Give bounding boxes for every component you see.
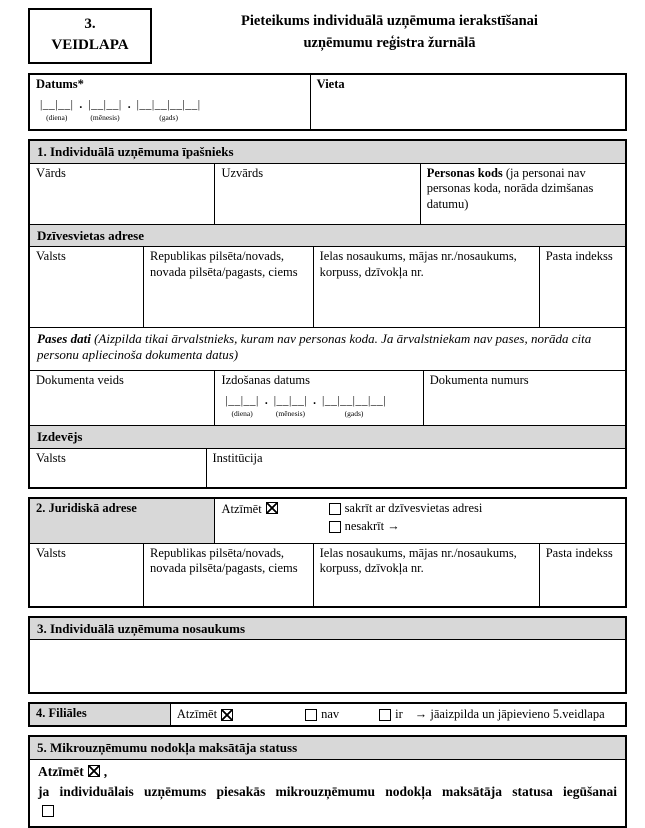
datums-field[interactable] xyxy=(30,75,310,129)
date-separator: . xyxy=(79,98,83,111)
option-nav-label: nav xyxy=(321,707,340,722)
uzvards-field[interactable] xyxy=(214,164,419,224)
s1-iela-label: Ielas nosaukums, mājas nr./nosaukums, korpuss, dzīvokļa nr. xyxy=(319,249,517,279)
option-ir[interactable] xyxy=(375,707,403,723)
date-place-block xyxy=(28,73,627,131)
section5-body xyxy=(30,759,625,827)
option-nesakrit[interactable] xyxy=(325,519,619,535)
form-number-box xyxy=(28,8,152,64)
section5-title: 5. Mikrouzņēmumu nodokļa maksātāja statuss xyxy=(30,737,625,759)
section2-title: 2. Juridiskā adrese xyxy=(30,499,214,543)
vards-field[interactable] xyxy=(30,164,214,224)
section5-condition-text xyxy=(38,782,617,823)
vieta-field[interactable] xyxy=(310,75,625,129)
section5-atzimet-line xyxy=(38,764,617,780)
section4-title: 4. Filiāles xyxy=(30,704,170,725)
personas-kods-label: Personas kods xyxy=(426,165,503,180)
day-caption: (diena) xyxy=(231,409,253,419)
option-nav[interactable] xyxy=(301,707,339,723)
datums-label: Datums* xyxy=(36,77,84,91)
option-ir-label: ir xyxy=(395,707,403,722)
date-separator: . xyxy=(127,98,131,111)
day-boxes[interactable]: |__|__| xyxy=(225,394,259,407)
date-separator: . xyxy=(313,394,317,407)
date-input[interactable] xyxy=(40,98,304,123)
izdevejs-valsts-label: Valsts xyxy=(36,450,66,465)
option-nesakrit-label: nesakrīt → xyxy=(344,519,400,534)
checked-checkbox-icon xyxy=(221,709,233,721)
s1-valsts-field[interactable] xyxy=(30,247,143,327)
section5-block xyxy=(28,735,627,828)
month-caption: (mēnesis) xyxy=(90,113,120,122)
form-label: VEIDLAPA xyxy=(51,37,129,53)
section1-block xyxy=(28,139,627,489)
s2-pasta-indekss-field[interactable] xyxy=(539,544,625,606)
s1-pasta-indekss-field[interactable] xyxy=(539,247,625,327)
section3-block xyxy=(28,616,627,695)
nosaukums-field[interactable] xyxy=(30,639,625,692)
personas-kods-note: (ja personai nav personas koda, norāda dzimšanas datumu) xyxy=(426,165,594,211)
s1-valsts-label: Valsts xyxy=(36,249,66,264)
year-boxes[interactable]: |__|__|__|__| xyxy=(322,394,387,407)
nav-checkbox[interactable] xyxy=(305,709,317,721)
section2-options xyxy=(319,499,625,543)
s1-pasta-indekss-label: Pasta indekss xyxy=(545,249,613,264)
personas-kods-field[interactable] xyxy=(420,164,625,224)
form-number: 3. xyxy=(84,16,96,32)
day-caption: (diena) xyxy=(46,113,68,122)
mikro-checkbox[interactable] xyxy=(42,805,54,817)
nesakrit-checkbox[interactable] xyxy=(329,521,341,533)
uzvards-label: Uzvārds xyxy=(221,165,264,180)
section1-title: 1. Individuālā uzņēmuma īpašnieks xyxy=(30,141,625,163)
option-sakrit-label: sakrīt ar dzīvesvietas adresi xyxy=(344,500,483,515)
vieta-label: Vieta xyxy=(316,77,345,91)
dokumenta-veids-field[interactable] xyxy=(30,371,214,425)
s2-iela-field[interactable] xyxy=(313,544,539,606)
s1-pilseta-label: Republikas pilsēta/novads, novada pilsēta/pagasts, ciems xyxy=(150,249,298,279)
atzimet-label: Atzīmēt xyxy=(176,707,218,722)
s2-valsts-field[interactable] xyxy=(30,544,143,606)
pases-dati-note: (Aizpilda tikai ārvalstnieks, kuram nav personas koda. Ja ārvalstniekam nav pases, norāda cita personu apliecinoša dokumenta datus) xyxy=(37,331,592,363)
year-boxes[interactable]: |__|__|__|__| xyxy=(136,98,201,111)
ir-checkbox[interactable] xyxy=(379,709,391,721)
s1-iela-field[interactable] xyxy=(313,247,539,327)
month-boxes[interactable]: |__|__| xyxy=(273,394,308,407)
section5-condition-label: ja individuālais uzņēmums piesakās mikrouzņēmumu nodokļa maksātāja statusa iegūšanai xyxy=(38,783,617,799)
vards-label: Vārds xyxy=(36,165,66,180)
form-title xyxy=(152,8,627,55)
year-caption: (gads) xyxy=(344,409,364,419)
form-title-line2: uzņēmumu reģistra žurnālā xyxy=(303,35,476,52)
s2-valsts-label: Valsts xyxy=(36,545,66,560)
s2-pilseta-label: Republikas pilsēta/novads, novada pilsēta/pagasts, ciems xyxy=(150,545,298,576)
institucija-label: Institūcija xyxy=(212,450,263,465)
month-caption: (mēnesis) xyxy=(275,409,306,419)
form-header xyxy=(28,8,627,64)
checked-checkbox-icon xyxy=(88,765,100,777)
s2-pilseta-field[interactable] xyxy=(143,544,313,606)
izdosanas-datums-label: Izdošanas datums xyxy=(221,373,310,388)
month-boxes[interactable]: |__|__| xyxy=(88,98,122,111)
atzimet-suffix: , xyxy=(103,763,108,779)
section3-title: 3. Individuālā uzņēmuma nosaukums xyxy=(30,618,625,640)
s2-pasta-indekss-label: Pasta indekss xyxy=(545,545,613,560)
form-title-line1: Pieteikums individuālā uzņēmuma ierakstīšanai xyxy=(241,13,538,29)
atzimet-label: Atzīmēt xyxy=(38,763,84,779)
year-caption: (gads) xyxy=(159,113,178,122)
dokumenta-veids-label: Dokumenta veids xyxy=(36,373,124,388)
section4-block xyxy=(28,702,627,727)
dokumenta-numurs-field[interactable] xyxy=(423,371,625,425)
izdosanas-date-input[interactable] xyxy=(225,394,416,419)
izdevejs-valsts-field[interactable] xyxy=(30,449,206,487)
dzivesvieta-title: Dzīvesvietas adrese xyxy=(30,224,625,247)
pases-dati-note-row xyxy=(30,327,625,370)
section4-arrow-note: → jāaizpilda un jāpievieno 5.veidlapa xyxy=(414,707,605,722)
izdevejs-title: Izdevējs xyxy=(30,425,625,448)
institucija-field[interactable] xyxy=(206,449,625,487)
date-separator: . xyxy=(264,394,268,407)
section2-block xyxy=(28,497,627,608)
sakrit-checkbox[interactable] xyxy=(329,503,341,515)
s2-iela-label: Ielas nosaukums, mājas nr./nosaukums, korpuss, dzīvokļa nr. xyxy=(319,545,517,576)
day-boxes[interactable]: |__|__| xyxy=(40,98,74,111)
s1-pilseta-field[interactable] xyxy=(143,247,313,327)
atzimet-label: Atzīmēt xyxy=(221,501,262,516)
checked-checkbox-icon xyxy=(266,502,278,514)
option-sakrit[interactable] xyxy=(325,501,619,517)
pases-dati-label: Pases dati xyxy=(37,331,91,347)
dokumenta-numurs-label: Dokumenta numurs xyxy=(429,373,529,388)
section4-content xyxy=(170,704,625,725)
section2-atzimet xyxy=(214,499,318,543)
izdosanas-datums-field[interactable] xyxy=(214,371,422,425)
